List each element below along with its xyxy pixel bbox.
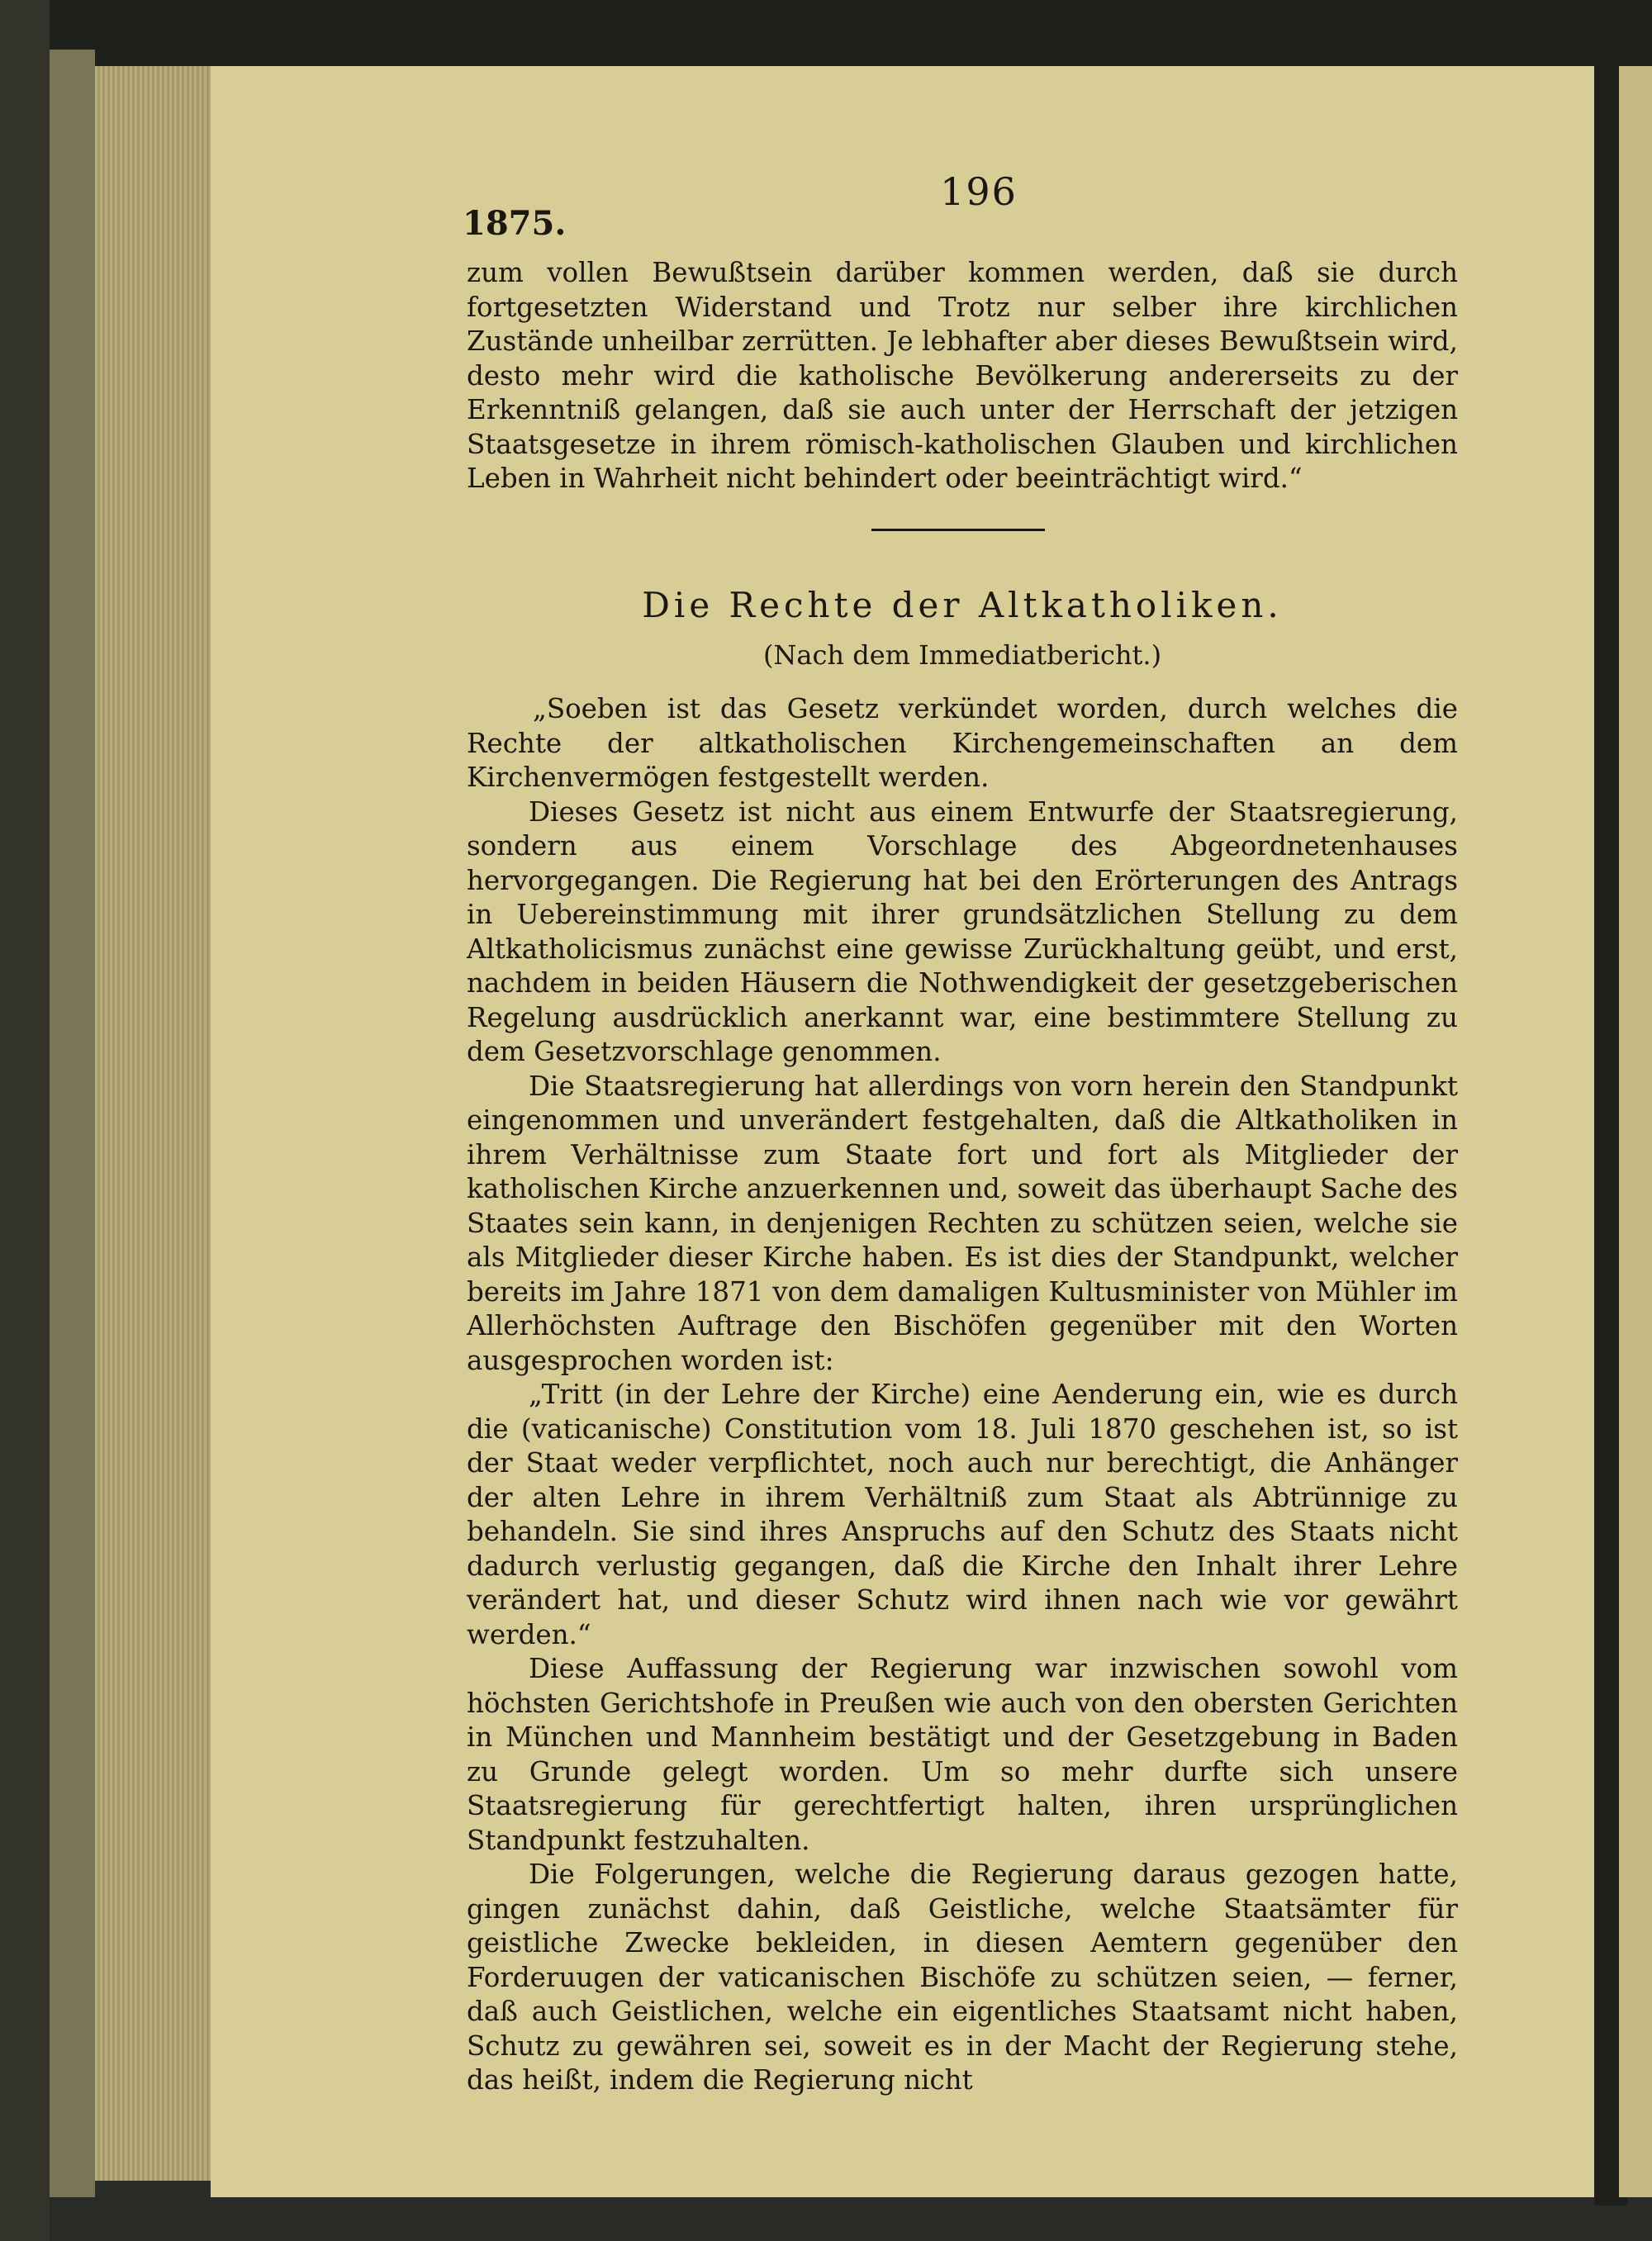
paragraph: Die Folgerungen, welche die Regierung daraus gezogen hatte, gingen zunächst dahin, daß Geistliche, welche Staatsämter für geistliche Zwecke bekleiden, in diesen Aemtern gegenüber den Forderuugen der vaticanischen Bischöfe zu schützen seien, — ferner, daß auch Geistlichen, welche ein eigentliches Staatsamt nicht haben, Schutz zu gewähren sei, soweit es in der Macht der Regierung stehe, das heißt, indem die Regierung nicht	[467, 1859, 1458, 2096]
top-text-block	[467, 256, 1458, 496]
paragraph: Dieses Gesetz ist nicht aus einem Entwurfe der Staatsregierung, sondern aus einem Vorschlage des Abgeordnetenhauses hervorgegangen. Die Regierung hat bei den Erörterungen des Antrags in Uebereinstimmung mit ihrer grundsätzlichen Stellung zu dem Altkatholicismus zunächst eine gewisse Zurückhaltung geübt, und erst, nachdem in beiden Häusern die Nothwendigkeit der gesetzgeberischen Regelung ausdrücklich anerkannt war, eine bestimmtere Stellung zu dem Gesetzvorschlage genommen.	[467, 795, 1458, 1067]
section-divider	[871, 529, 1045, 531]
paragraph: „Soeben ist das Gesetz verkündet worden, durch welches die Rechte der altkatholischen Kirchengemeinschaften an dem Kirchenvermögen festgestellt werden.	[467, 693, 1458, 793]
paragraph: Die Staatsregierung hat allerdings von vorn herein den Standpunkt eingenommen und unverändert festgehalten, daß die Altkatholiken in ihrem Verhältnisse zum Staate fort und fort als Mitglieder der katholischen Kirche anzuerkennen und, soweit das überhaupt Sache des Staates sein kann, in denjenigen Rechten zu schützen seien, welche sie als Mitglieder dieser Kirche haben. Es ist dies der Standpunkt, welcher bereits im Jahre 1871 von dem damaligen Kultusminister von Mühler im Allerhöchsten Auftrage den Bischöfen gegenüber mit den Worten ausgesprochen worden ist:	[467, 1070, 1458, 1376]
facing-page-edge	[1619, 66, 1652, 2197]
book-binding	[0, 0, 50, 2241]
quoted-paragraph: „Tritt (in der Lehre der Kirche) eine Aenderung ein, wie es durch die (vaticanische) Constitution vom 18. Juli 1870 geschehen ist, so ist der Staat weder verpflichtet, noch auch nur berechtigt, die Anhänger der alten Lehre in ihrem Verhältniß zum Staat als Abtrünnige zu behandeln. Sie sind ihres Anspruchs auf den Schutz des Staats nicht dadurch verlustig gegangen, daß die Kirche den Inhalt ihrer Lehre verändert hat, und dieser Schutz wird ihnen nach wie vor gewährt werden.“	[467, 1379, 1458, 1650]
page-stack-edges	[95, 66, 211, 2181]
paragraph: zum vollen Bewußtsein darüber kommen werden, daß sie durch fortgesetzten Widerstand und Trotz nur selber ihre kirchlichen Zustände unheilbar zerrütten. Je lebhafter aber dieses Bewußtsein wird, desto mehr wird die katholische Bevölkerung andererseits zu der Erkenntniß gelangen, daß sie auch unter der Herrschaft der jetzigen Staatsgesetze in ihrem römisch-katholischen Glauben und kirchlichen Leben in Wahrheit nicht behindert oder beeinträchtigt wird.“	[467, 257, 1458, 494]
page-year: 1875.	[463, 204, 567, 243]
section-subtitle: (Nach dem Immediatbericht.)	[762, 639, 1162, 671]
main-text-block	[467, 692, 1458, 2098]
cover-edge	[50, 50, 95, 2197]
paragraph: Diese Auffassung der Regierung war inzwischen sowohl vom höchsten Gerichtshofe in Preußen wie auch von den obersten Gerichten in München und Mannheim bestätigt und der Gesetzgebung in Baden zu Grunde gelegt worden. Um so mehr durfte sich unsere Staatsregierung für gerechtfertigt halten, ihren ursprünglichen Standpunkt festzuhalten.	[467, 1653, 1458, 1856]
section-title: Die Rechte der Altkatholiken.	[642, 585, 1283, 625]
page-number: 196	[940, 169, 1018, 214]
